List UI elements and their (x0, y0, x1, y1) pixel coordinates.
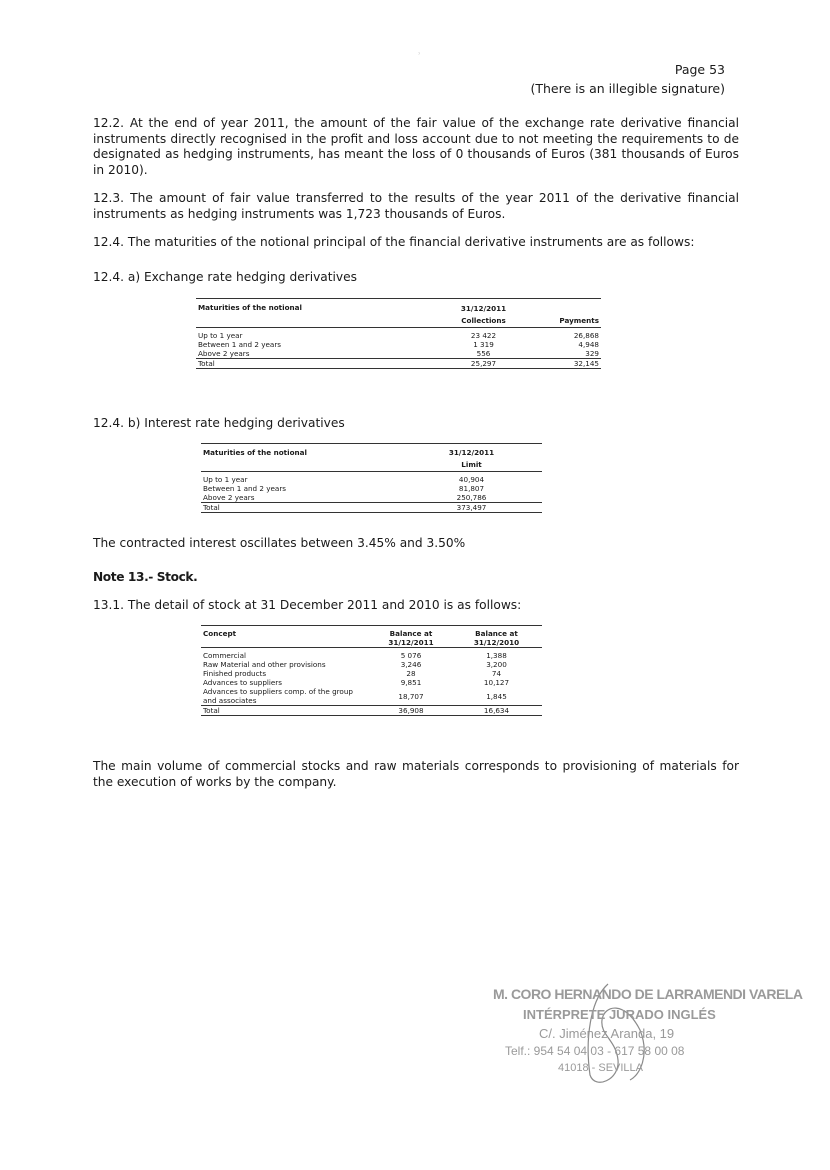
closing-paragraph: The main volume of commercial stocks and raw materials corresponds to provisioning of materials for the execution of works by the company. (93, 759, 739, 789)
column-header-2010-date: 31/12/2010 (451, 638, 542, 648)
table-row: Finished products 28 74 (203, 669, 502, 678)
table-total-row: Total 36,908 16,634 (201, 706, 542, 716)
interest-rate-table (201, 443, 542, 513)
paragraph-12-2: 12.2. At the end of year 2011, the amount of the fair value of the exchange rate derivative financial instruments directly recognised in the profit and loss account due to not meeting the requirements to de designated as hedging instruments, has meant the loss of 0 thousands of Euros (381 thousands of Euros in 2010). (93, 116, 739, 177)
scan-mark: ʾ (418, 52, 421, 62)
paragraph-12-3: 12.3. The amount of fair value transferred to the results of the year 2011 of the derivative financial instruments as hedging instruments was 1,723 thousands of Euros. (93, 191, 739, 221)
stamp-city: 41018 - SEVILLA (558, 1062, 644, 1074)
table-row: Raw Material and other provisions 3,246 3,200 (203, 660, 507, 669)
table-row: Up to 1 year 23 422 26,868 (198, 331, 599, 340)
paragraph-12-4: 12.4. The maturities of the notional principal of the financial derivative instruments are as follows: (93, 235, 695, 249)
column-header-2011-date: 31/12/2011 (371, 638, 451, 648)
signature-note: (There is an illegible signature) (530, 81, 725, 96)
table-total-row: Total 25,297 32,145 (198, 359, 599, 368)
stamp-name: M. CORO HERNANDO DE LARRAMENDI VARELA (493, 986, 803, 1002)
table-row: Above 2 years 556 329 (198, 349, 599, 358)
column-header-date: 31/12/2011 (460, 304, 507, 313)
column-header-concept: Maturities of the notional (198, 303, 302, 312)
column-header-date: 31/12/2011 (448, 448, 495, 457)
stamp-address: C/. Jiménez Aranda, 19 (539, 1026, 675, 1041)
table-row: Between 1 and 2 years 1 319 4,948 (198, 340, 599, 349)
table-row: Commercial 5 076 1,388 (203, 651, 507, 660)
column-header-concept: Concept (203, 629, 237, 638)
paragraph-13-1: 13.1. The detail of stock at 31 December 2011 and 2010 is as follows: (93, 598, 522, 612)
translator-stamp (490, 980, 803, 1090)
column-header-2011-label: Balance at (389, 629, 433, 638)
subheading-exchange-rate: 12.4. a) Exchange rate hedging derivatives (93, 270, 357, 284)
column-header-collections: Collections (456, 313, 511, 328)
exchange-rate-table (196, 298, 601, 369)
table-row: Advances to suppliers 9,851 10,127 (203, 678, 510, 687)
column-header-2010-label: Balance at (475, 629, 518, 638)
note-13-title: Note 13.- Stock. (93, 570, 198, 584)
subheading-interest-rate: 12.4. b) Interest rate hedging derivatives (93, 416, 345, 430)
column-header-limit: Limit (401, 457, 542, 472)
stamp-phone: Telf.: 954 54 04 03 - 617 58 00 08 (505, 1044, 685, 1058)
column-header-concept: Maturities of the notional (203, 448, 307, 457)
table-row: Advances to suppliers comp. of the group and associates 18,707 1,845 (203, 687, 507, 705)
table-row: Between 1 and 2 years 81,807 (203, 484, 485, 493)
table-total-row: Total 373,497 (201, 503, 542, 513)
stamp-title: INTÉRPRETE JURADO INGLÉS (523, 1007, 716, 1022)
table-row: Above 2 years 250,786 (203, 493, 487, 502)
table-row: Up to 1 year 40,904 (203, 475, 485, 484)
interest-note: The contracted interest oscillates between 3.45% and 3.50% (93, 536, 466, 550)
page-header (530, 60, 725, 98)
page-number: Page 53 (674, 62, 725, 77)
column-header-payments: Payments (511, 313, 601, 328)
stock-table (201, 625, 542, 716)
